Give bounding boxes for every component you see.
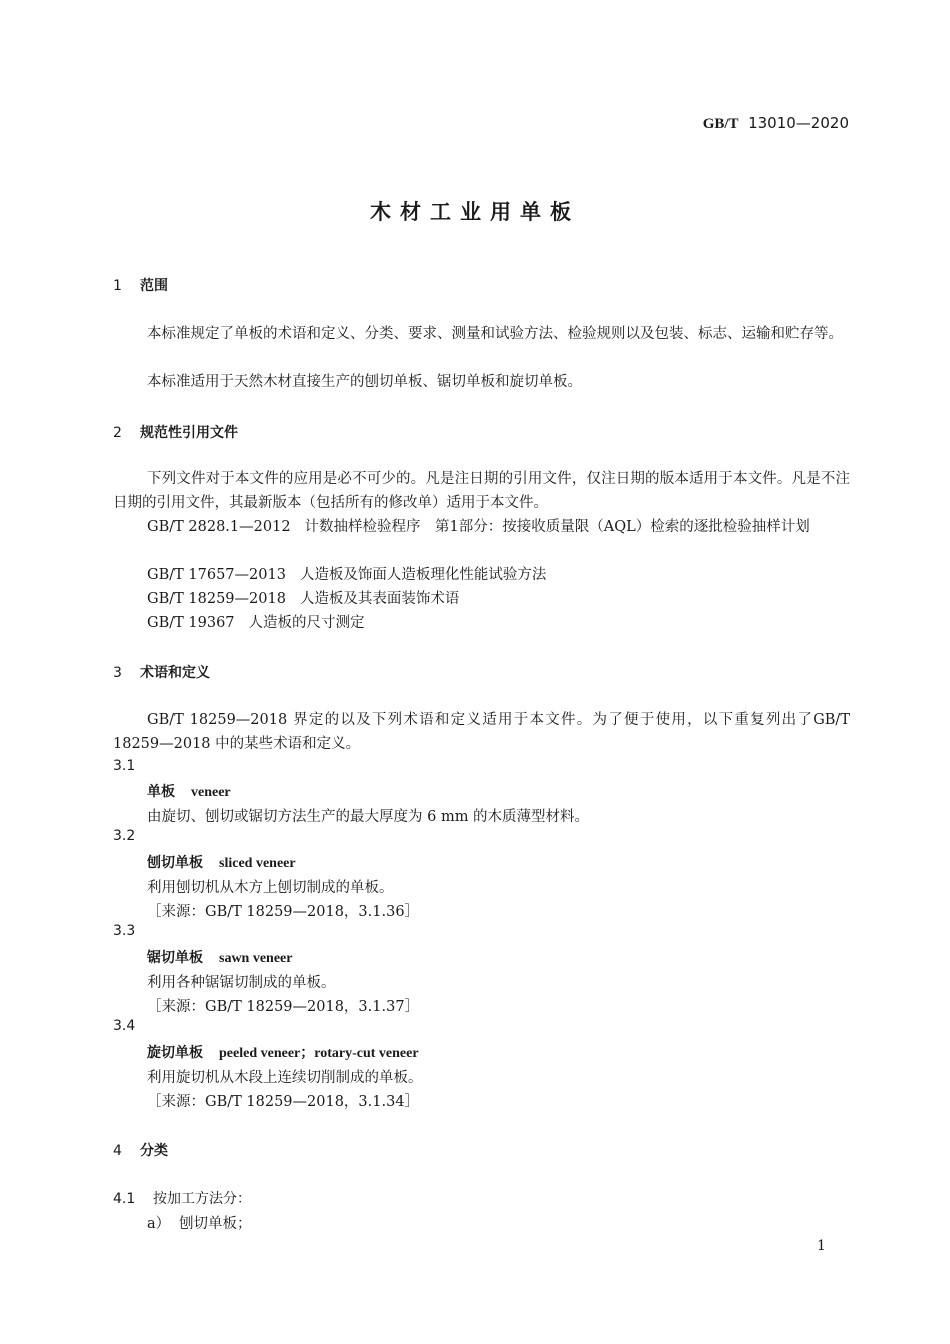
subclause-text: 按加工方法分： xyxy=(153,1191,251,1207)
term-heading xyxy=(147,947,293,967)
section-number: 1 xyxy=(113,278,122,294)
term-en: sliced veneer xyxy=(219,856,296,871)
reference-item xyxy=(113,515,850,539)
reference-code: GB/T 18259—2018 xyxy=(147,591,286,607)
standard-prefix: GB/T xyxy=(702,116,739,132)
term-zh: 锯切单板 xyxy=(147,950,203,966)
term-definition: 利用刨切机从木方上刨切制成的单板。 xyxy=(147,880,394,896)
term-zh: 单板 xyxy=(147,784,175,800)
term-heading xyxy=(147,781,231,801)
document-title: 木材工业用单板 xyxy=(370,200,580,224)
term-definition: 利用各种锯锯切制成的单板。 xyxy=(147,975,336,991)
list-item-label: a） xyxy=(147,1216,171,1232)
reference-title: 人造板及其表面装饰术语 xyxy=(299,591,460,607)
term-number: 3.4 xyxy=(113,1018,136,1034)
reference-code: GB/T 17657—2013 xyxy=(147,567,286,583)
subclause-number: 4.1 xyxy=(113,1191,136,1207)
reference-title: 计数抽样检验程序 第1部分：按接收质量限（AQL）检索的逐批检验抽样计划 xyxy=(304,519,810,535)
normative-references-intro: 下列文件对于本文件的应用是必不可少的。凡是注日期的引用文件，仅注日期的版本适用于本文件。凡是不注日期的引用文件，其最新版本（包括所有的修改单）适用于本文件。 xyxy=(113,471,850,511)
standard-number: 13010—2020 xyxy=(748,114,849,132)
term-en: peeled veneer；rotary-cut veneer xyxy=(219,1046,419,1061)
section-4-heading xyxy=(113,1140,168,1160)
term-definition: 由旋切、刨切或锯切方法生产的最大厚度为 6 mm 的木质薄型材料。 xyxy=(147,809,590,825)
term-heading xyxy=(147,1042,419,1062)
term-source: ［来源：GB/T 18259—2018，3.1.34］ xyxy=(147,1094,420,1110)
term-source: ［来源：GB/T 18259—2018，3.1.36］ xyxy=(147,904,420,920)
term-heading xyxy=(147,852,296,872)
section-title: 术语和定义 xyxy=(140,665,210,681)
section-3-heading xyxy=(113,662,210,682)
subclause-4-1 xyxy=(113,1188,251,1208)
reference-title: 人造板的尺寸测定 xyxy=(248,615,365,631)
section-title: 范围 xyxy=(140,278,168,294)
term-source: ［来源：GB/T 18259—2018，3.1.37］ xyxy=(147,999,420,1015)
reference-code: GB/T 19367 xyxy=(147,615,235,631)
scope-paragraph-2: 本标准适用于天然木材直接生产的刨切单板、锯切单板和旋切单板。 xyxy=(147,374,582,390)
term-en: veneer xyxy=(191,785,231,800)
section-number: 4 xyxy=(113,1143,122,1159)
term-number: 3.3 xyxy=(113,923,136,939)
term-zh: 刨切单板 xyxy=(147,855,203,871)
terms-intro-paragraph: GB/T 18259—2018 界定的以及下列术语和定义适用于本文件。为了便于使用，以下重复列出了GB/T 18259—2018 中的某些术语和定义。 xyxy=(113,712,850,752)
standard-code xyxy=(703,114,849,133)
list-item xyxy=(147,1212,252,1233)
section-title: 规范性引用文件 xyxy=(140,425,238,441)
section-2-heading xyxy=(113,422,238,442)
term-definition: 利用旋切机从木段上连续切削制成的单板。 xyxy=(147,1070,423,1086)
section-title: 分类 xyxy=(140,1143,168,1159)
term-zh: 旋切单板 xyxy=(147,1045,203,1061)
term-en: sawn veneer xyxy=(219,951,293,966)
page-number: 1 xyxy=(817,1238,826,1254)
scope-paragraph-1: 本标准规定了单板的术语和定义、分类、要求、测量和试验方法、检验规则以及包装、标志、运输和贮存等。 xyxy=(147,326,843,342)
list-item-text: 刨切单板； xyxy=(179,1216,252,1232)
section-1-heading xyxy=(113,275,168,295)
reference-code: GB/T 2828.1—2012 xyxy=(147,519,291,535)
section-number: 3 xyxy=(113,665,122,681)
reference-item xyxy=(147,563,546,587)
reference-item xyxy=(147,611,365,635)
section-number: 2 xyxy=(113,425,122,441)
term-number: 3.1 xyxy=(113,758,136,774)
term-number: 3.2 xyxy=(113,828,136,844)
reference-title: 人造板及饰面人造板理化性能试验方法 xyxy=(299,567,547,583)
reference-item xyxy=(147,587,459,611)
